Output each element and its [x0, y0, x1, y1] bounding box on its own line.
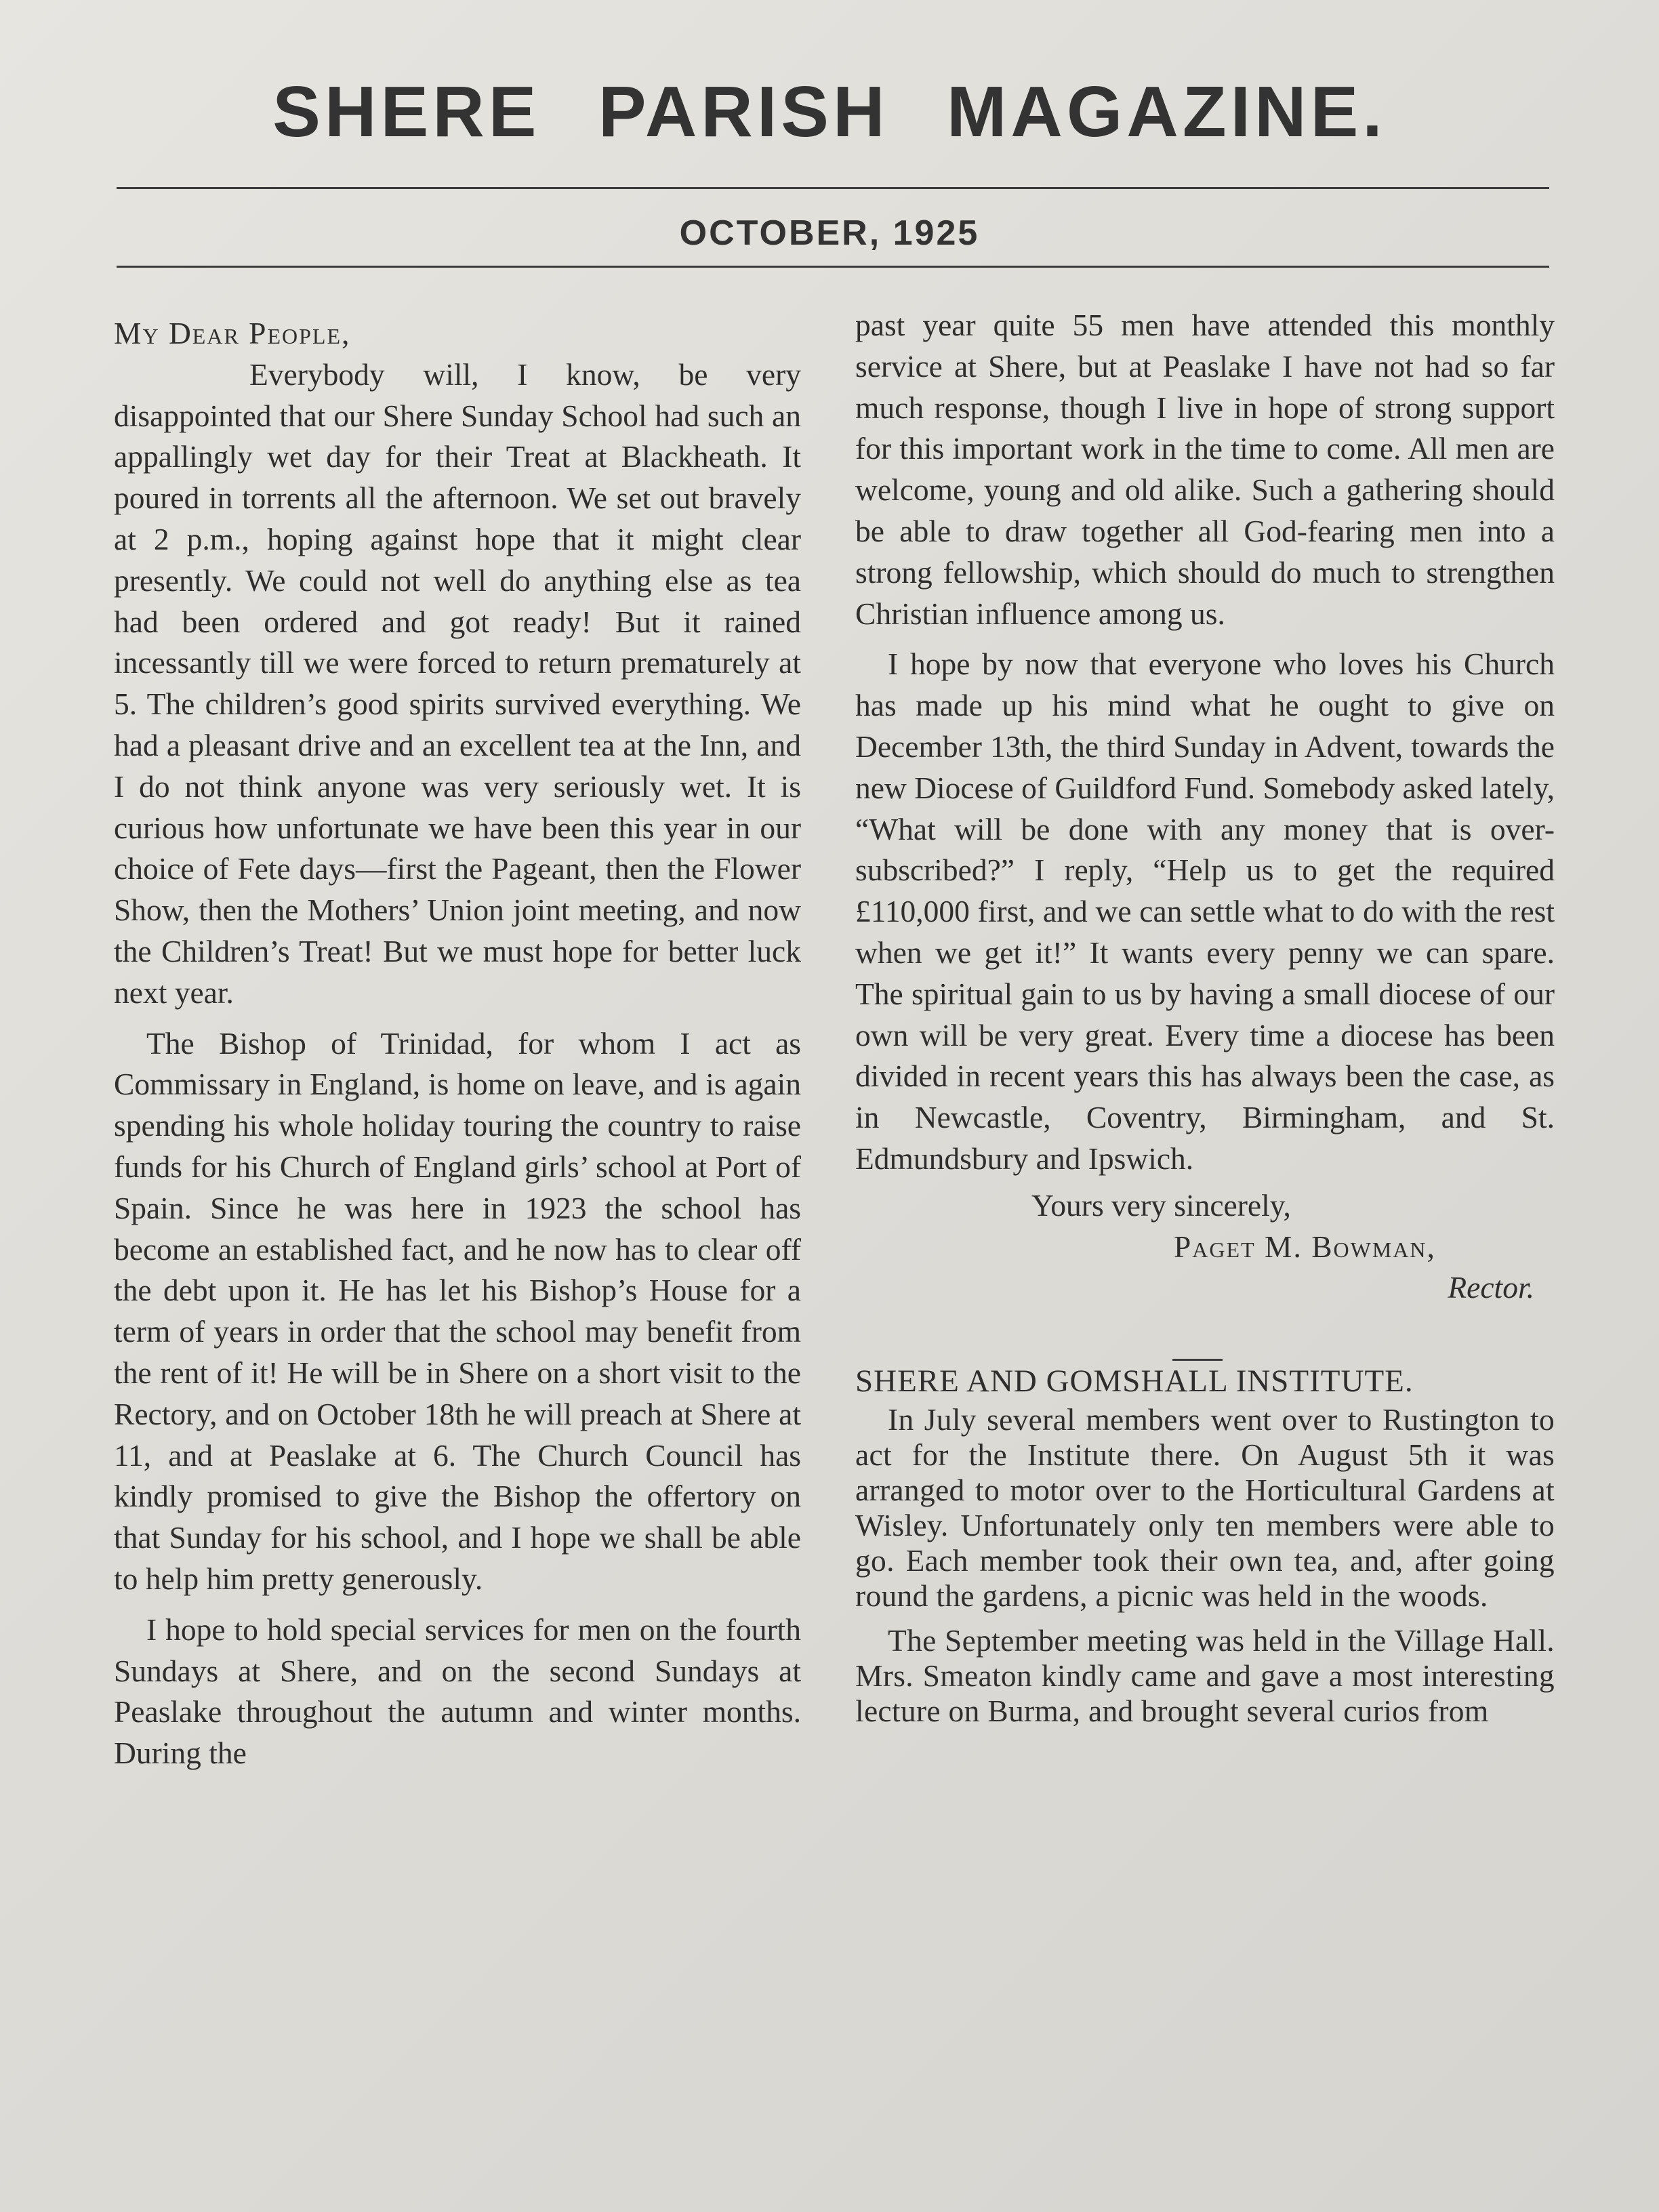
- letter-salutation: My Dear People,: [114, 316, 351, 350]
- issue-date: OCTOBER, 1925: [679, 213, 980, 253]
- letter-paragraph: I hope to hold special services for men on the fourth Sundays at Shere, and on the second Sundays at Peaslake throughout the autumn and winter months. During the: [114, 1612, 801, 1771]
- header-rule-top: [117, 187, 1549, 189]
- left-column: [114, 313, 801, 1774]
- header-rule-bottom: [117, 266, 1549, 268]
- institute-heading: SHERE AND GOMSHALL INSTITUTE.: [855, 1364, 1414, 1399]
- right-column: [855, 305, 1555, 1729]
- magazine-title: SHERE PARISH MAGAZINE.: [272, 72, 1387, 152]
- institute-paragraph: The September meeting was held in the Village Hall. Mrs. Smeaton kindly came and gave a most interesting lecture on Burma, and brought several curios from: [855, 1622, 1555, 1728]
- institute-paragraph: In July several members went over to Rustington to act for the Institute there. On August 5th it was arranged to motor over to the Horticultural Gardens at Wisley. Unfortunately only ten members were able to go. Each member took their own tea, and, after going round the gardens, a picnic was held in the woods.: [855, 1401, 1555, 1613]
- letter-closing: Yours very sincerely,: [1031, 1187, 1291, 1223]
- letter-signature: Paget M. Bowman,: [1174, 1229, 1436, 1264]
- letter-paragraph: Everybody will, I know, be very disappointed that our Shere Sunday School had such an appallingly wet day for their Treat at Blackheath. It poured in torrents all the afternoon. We set out bravely at 2 p.m., hoping against hope that it might clear presently. We could not well do anything else as tea had been ordered and got ready! But it rained incessantly till we were forced to return prematurely at 5. The children’s good spirits survived everything. We had a pleasant drive and an excellent tea at the Inn, and I do not think anyone was very seriously wet. It is curious how unfortunate we have been this year in our choice of Fete days—first the Pageant, then the Flower Show, then the Mothers’ Union joint meeting, and now the Children’s Treat! But we must hope for better luck next year.: [114, 356, 801, 1010]
- letter-paragraph: I hope by now that everyone who loves his Church has made up his mind what he ought to give on December 13th, the third Sunday in Advent, towards the new Diocese of Guildford Fund. Somebody asked lately, “What will be done with any money that is over-subscribed?” I reply, “Help us to get the required £110,000 first, and we can settle what to do with the rest when we get it!” It wants every penny we can spare. The spiritual gain to us by having a small diocese of our own will be very great. Every time a diocese has been divided in recent years this has always been the case, as in Newcastle, Coventry, Birmingham, and St. Edmundsbury and Ipswich.: [855, 647, 1555, 1176]
- letter-paragraph: The Bishop of Trinidad, for whom I act as Commissary in England, is home on leave, and is again spending his whole holiday touring the country to raise funds for his Church of England girls’ school at Port of Spain. Since he was here in 1923 the school has become an established fact, and he now has to clear off the debt upon it. He has let his Bishop’s House for a term of years in order that the school may benefit from the rent of it! He will be in Shere on a short visit to the Rectory, and on October 18th he will preach at Shere at 11, and at Peaslake at 6. The Church Council has kindly promised to give the Bishop the offertory on that Sunday for his school, and I hope we shall be able to help him pretty generously.: [114, 1025, 801, 1596]
- letter-paragraph-continued: past year quite 55 men have attended this monthly service at Shere, but at Peaslake I have not had so far much response, though I live in hope of strong support for this important work in the time to come. All men are welcome, young and old alike. Such a gathering should be able to draw together all God-fearing men into a strong fellowship, which should do much to strengthen Christian influence among us.: [855, 308, 1555, 631]
- letter-office: Rector.: [1448, 1270, 1534, 1305]
